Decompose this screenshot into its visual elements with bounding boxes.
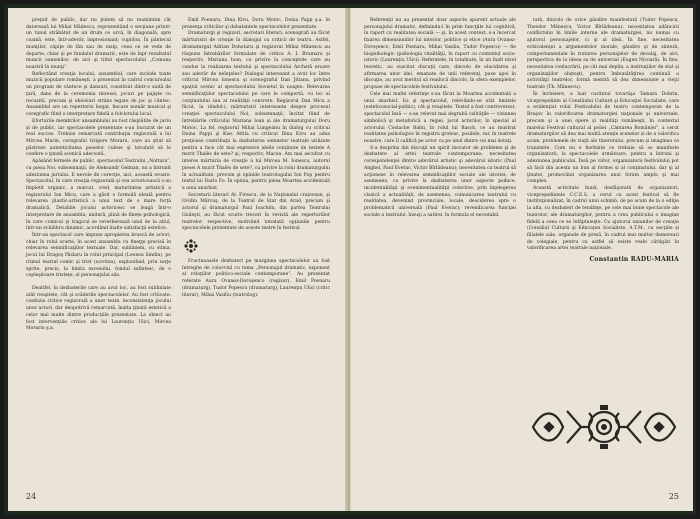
page-number-right: 25 (668, 492, 679, 501)
paragraph: Eforturile membrilor ansamblului au fost răsplătite de juriu şi de public, iar spectacolele prezentate s-au bucurat de un real succes. Trebuie remarcată contribuţia regizorală a lui Mircea Marin, coregraful Grigore Moraru, care au ştiut să păstreze autenticitatea pieselor culese şi totodată să le confere o ţinută scenică adecvată. (26, 118, 171, 158)
article-author: Constantin RADU-MARIA (589, 256, 679, 264)
right-page (350, 8, 693, 511)
paragraph: Această activitate bună, desfăşurată de organizatori, vicepreşedintele C.C.E.S. a cerut ca acest festival să fie instituţionalizat, în cadrul unui schimb, de pe acum de la o ediţie la alta, cu dezbateri de tendinţe, pe cele mai bune spectacole ale teatrelor, ale dramaturgilor, pentru a crea publicului o imagine fidelă a ceea ce se înfăptuieşte. Cu ajutorul uniunilor de creaţie (Consiliul Culturii şi Educaţiei Socialiste, A.T.M., cu secţiile şi filialele sale, organele de presă, în cadrul mai multor demersuri de colegiale, pentru ca astfel să existe reale cârligări în valorificarea artei teatrale naţionale. (527, 185, 679, 252)
paragraph: Într-un spectacol care impune apropierea bruscă de actori, chiar în rolul scurte, în acest ansamblu cu fineţţe precisă în relevarea semnificaţiilor textuale. Dar, subliniem, cu stima, jocul lui Dragoş Pâslaru în rolul principal (Leonea Sindin), pe ritmul teatral comic şi trist (ocrotea), exploatând, prin sarje sprite, precis, la limita excesului, fondul sufletesc, de o copleşitoare tristeţe, al personajului său. (26, 233, 171, 279)
paragraph: Apăsând fermele de public, spectacolul Teatrului „Nottara”, cu piesa Noi, subsemnaţii, de Aleksandr Gelman, nu a întrunit adeziunea juriului. E nevoie de corecţie, aici, această eroare. Spectacolul, în care creaţia regizorală şi cea actoricească s-au împletit organic, a marcat, cred, maturitatea artistică a regizorului Ion Micu, care a găsit o formulă ideală pentru relevarea plastic-artistică a unui text de o mare forţă dramatică. Detaliile jocului actoricesc se leagă într-o interpretare de ansamblu, unitară, plină de finețe psihologică, în care comicul şi tragicul se reverberează unul de la altul, într-un echilibru dinamic, acordând înalte satisfacţii estetice. (26, 159, 171, 232)
magazine-spread (4, 4, 696, 515)
paragraph: Emil Poenaru, Dina Kivu, Doru Motoc, Doina Papp ş.a. în prezenţa criticilor şi debatantele spectacolelor prezentate. (182, 18, 330, 30)
paragraph: Dramaturgi şi regizori, secretari literari, scenografi au făcut mărturisiri de creaţie în dialogul cu criticii de teatru. Astfel, dramaturgul Adrian Dohotaru şi regizorul Mihai Mănescu au răspuns întrebărilor formulate de critica A. I. Brumaru şi respectiv, Mariana Ioan, cu privire la conceptele care au condus la realizarea textului şi spectacolului Archetă eroare sau adevăr de neînţeles? Dialogul interesant a avut loc între criticul Mircea Ionescu şi scenograful Dan Jitianu, privind spaţiul scenic al spectacolului Sovietul în noapte. Relevarea semnificaţiilor spectacolului pe care le comportă, cu loc al conţinutului sau al realităţii concrete. Regizorul Dan Micu a făcut, la rândul-i, mărturisiri interesante despre procesul creaţiei spectacolului Noi, subsemnaţii, încitat fiind de întrebările criticului Mariana Ioan şi ale dramaturgului Doru Motoc. La fel, regizorul Mihai Lungeanu în dialog cu criticul Doina Pappi şi Kiss Attila cu criticul Dina Kivu au adus preţioase contribuţii la dezbaterea semnelor teatrale utilizate pentru a face cât mai expresive ideile conţinute de textele A murit Thalès de sete? şi, respectiv, Macea. Am mai ascultat cu interes mărturia de creaţie a lui Mircea M. Ionescu, autorul piesei A murit Thalès de sete?, cu privire la rolul dramaturgului în actualitate, precum şi opiniile teatrologului Ion Pop pentru textul lui Dario Fo. În opinia, pentru piesa Moartea accidentală a unui anarhist. (182, 31, 330, 191)
paragraph: Fructuoasele dezbateri pe marginea spectacolelor au fost întregite de colocviul cu tema „Personajul dramatic, exponent al relaţiilor politico-sociale contemporane”. Au prezentat referate Aura Ovanez-Doroşenco (regizor), Emil Poenaru (dramaturg), Tudor Popescu (dramaturg), Laurenţiu Ulici (critic literar), Mihai Vasiliu (teatrolog). (182, 259, 330, 298)
paragraph: tată, dincolo de orice gândire manifestată (Tudor Popescu, Theodor Mănescu, Victor Bîrlădeanu): necesitatea adâncirii conflictului în liniile interne ale dramaturgiei, nu numai cu ajutorul personajelor, ci şi al ideii. În fine, necesitatea echivalenţei a argumentelor morale, gândire şi de sinteză, comportamentale în tratarea personajelor de decalaj, de aici, perspectiva de la ideea sa de universal (Eugen Nicoară). În fine, necesitatea conlucrării, pe cât mai deplin, a instituţiilor de stat şi organizaţiilor obşteşti, pentru îmbunătăţirea continuă a activităţii teatrelor, formă menită să dea dimensiune a vieţii teatrale (Th. Mănescu). (527, 18, 679, 91)
paragraph: Secretarii literari Al. Firescu, de la Naţionalul craiovean, şi Ovidiu Mărcuş, de la Teatrul de Stat din Arad, precum şi actorul şi dramaturgul Paul Ioachim, din partea Teatrului Giuleşti, au făcut scurte treceri în revistă ale repertoriilor teatrelor respective, motivând totodată opţiunile pentru spectacolele prezentate de aceste teatre în festival. (182, 192, 330, 232)
left-column-2 (182, 18, 330, 299)
paragraph: S-a desprins din discuţii un spirit inovator de probleme şi de dezbatere al artei teatrale contemporane: necesitatea corespondenţei dintre adevărul artistic şi adevărul istoric (Paul Anghel, Paul Everac, Victor Bîrlădeanu); necesitatea ca teatrul să acţioneze în relevarea semnificaţiilor sociale ale istoriei; de asemenea, cu privire la dezbaterea unor aspecte psihice, incidentalităţii şi evenimentualităţii colective, prin înţelegerea clasică a actualităţii, de asemenea, comunicarea teatrului cu realitatea, devenind provinciale, locale, desciderea spre o problematică universală (Paul Everac); revendicarea funcţiei sociale a teatrului, însuşi a satirei, în formula el necedabil. (364, 145, 516, 218)
left-column-1 (26, 18, 171, 333)
left-page (8, 8, 349, 511)
paragraph: Referenţii nu au prezentat doar aspecte aparent actuale ale personajului dramatic, definindu-l în prim funcţiile lui cognitivă, în raport cu realitatea socială — şi, în acest context, s-a încercat fixarea dimensiunilor lui interior, politice şi etice (Aura Ovanez-Doroşenco, Emil Poenaru, Mihai Vasiliu, Tudor Popescu) — fie biopsihologic (psihologia vitalităţii, în raport cu contextul socio-istoric (Laurenţiu Ulici). Referatele, în totalitate, în un înalt nivel teoretic, au suscitat discuţii care, dincolo de elucidarea şi afirmarea unor idei, emanate de unii referenţi, puse apoi în discuţie, au avut meritul să readucă dincolo, în sfera exemplelor, propuse de spectacolele festivalului. (364, 18, 516, 91)
paragraph: Reflectând creaţia locului, ansamblul, care include toate muzicii populare româneşti, a prezentat în cadrul concursului un program de cântece şi dansuri, constituit dintr-o suită de ţară, dans de la ceremonia miresei, jocuri pe pajişte cu recuzită, precum şi obiceiuri strâns legate de joc şi cântec. Ansamblul are un repertoriu bogat, fiecare număr muzical şi coregrafic fiind o interpretare fidelă a folclorului local. (26, 71, 171, 118)
floral-ornament-icon (184, 239, 198, 253)
paragraph: Cele mai multe referinţe s-au făcut la Moartea accidentală a unui anarhist. Ea şi spectacolul, relevându-se atât limitele (esteticosocial-politic), cât şi reuşitele. Textul a fost controversat, spectacolul însă — s-au relevat mai degrabă calităţile — viziunea simbolică şi metaforică a regiei, jocul actorilor, în special al actorului Costache Babii, în rolul lui Basch, ce au mustrat realitatea psihologice în registru grotesc, posibile, rar, în teatrele noastre, care îl califică pe actor ca pe unul dintre cei mai dotaţi. (364, 91, 516, 144)
page-number-left: 24 (26, 492, 37, 501)
right-column-1 (364, 18, 516, 220)
folk-ornament-icon (529, 401, 679, 453)
paragraph: Dealtfel, în dezbaterile care au avut loc, au fost subliniate atât reuşitele, cât şi scăderile spectacolelor. Au fost criticate: confuzia critice regizorală a unor texte, inconsistenţa jocului unor actori, dar deopotrivă remarcată, înalta ţinută estetică a celor mai multe dintre producţiile prezentate. La obiect au fost intervenţiile critice ale lui Laurenţiu Ulici, Mircea Morariu ş.a. (26, 286, 171, 332)
paragraph: preţuit de public, dar nu putem să nu reamintim cât datorează lui Mihai Mădescu, reprezentând o secţiune printr-un tunul străbătut de un drum ce urcă, în diagonală, spre coamă, este, într-adevăr, impresionant; cupidon. În pântecul munţilor, căpiţe de fân sau de nisip, ceea ce se vede de departe, chiar şi pe fundalul dramatic, este de fapt rezultatul muncii oamenilor; de aici şi titlul spectacolului „Comuna noastră în munţi”. (26, 18, 171, 71)
paragraph: În încheiere, a luat cuvântul tovarăşa Tamara Dobrin, vicepreşedinte al Consiliului Culturii şi Educaţiei Socialiste, care a evidenţiat rolul Festivalului de teatru contemporan de la Braşov în valorificarea dramaturgiei naţionale şi universale, precum şi a unei opere şi realităţi româneşti, în contextul marelui Festival cultural al poliei „Cântarea României”, a cerut dramaturgilor să dea mai multă atenţie scenelor și de a valorifica acum, problemele de viaţă ale tineretului, precum şi imaginea ce transmite. Cum nu e fierbinte ce trebuie să se manifeste organizatorii, la spectacolele următoare, pentru a întruni şi adeziunea publicului. Însă pe viitor, organizatorii festivalului pot să facă din acesta un bun al formei și al conţinutului, dar şi al ţinutei, promovând organizarea unui forum amplu şi mai complex. (527, 91, 679, 185)
right-column-2 (527, 18, 679, 264)
